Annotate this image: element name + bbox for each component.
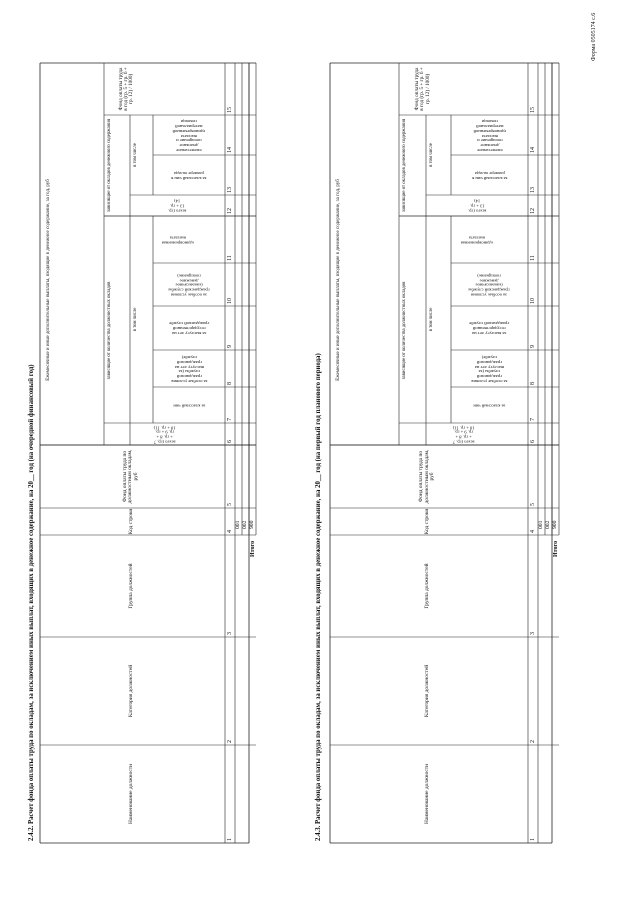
header-total-b-text: всего (гр. 13 + гр. 14) [467, 199, 487, 214]
header-group: Группа должностей [424, 563, 430, 609]
header-dep-rank: зависящие от окладов денежного содержания [107, 118, 112, 213]
header-fund-total: Фонд оплаты труда в год (гр. 5 + гр. 6 + гр. 12) / 1000) [414, 67, 431, 111]
header-col7 [153, 387, 225, 423]
header-fund: Фонд оплаты труда по должностным окладам, руб [418, 449, 436, 504]
header-col14 [451, 115, 528, 155]
header-total-a [399, 423, 528, 445]
header-incl2: в том числе [429, 143, 434, 167]
col-number: 4 [530, 530, 536, 533]
header-col9 [451, 306, 528, 350]
header-col14-text: ежемесячное денежное поощрение и выплата единовременной материальной помощи [172, 118, 206, 153]
row-code: 001 [538, 520, 544, 529]
col-number: 14 [530, 147, 536, 153]
col-number: 14 [227, 147, 233, 153]
col-number: 8 [530, 382, 536, 385]
header-col10 [153, 263, 225, 306]
header-col7-text: за классный чин [172, 403, 206, 409]
col-number: 15 [227, 107, 233, 113]
header-total-b [130, 195, 225, 216]
header-incl: в том числе [429, 307, 434, 332]
header-line-code: Код строки [127, 508, 134, 535]
header-total-a-text: всего (гр. 7 + гр. 8 + гр. 9 + гр. 10 + гр. 11) [153, 425, 176, 445]
header-incl2: в том числе [133, 143, 138, 167]
header-dep-rank: зависящие от окладов денежного содержания [402, 118, 407, 213]
col-number: 5 [227, 503, 233, 506]
header-col11-text: единовременная выплата [161, 235, 194, 246]
header-col8 [451, 350, 528, 387]
header-dep-salary: зависящие от количества должностных окладов [402, 281, 407, 380]
header-name: Наименование должности [127, 763, 134, 825]
section-title: 2.4.3. Расчет фонда оплаты труда по окладам, за исключением иных выплат, входящих в денежное содержание, на 20__ год (на первый год планового периода) [315, 353, 322, 841]
total-label: Итого [250, 540, 256, 557]
header-col8-text: за особые условия гражданской службы (за выслугу лет на гражданской службе) [471, 354, 508, 384]
header-col8-text: за особые условия гражданской службы (за выслугу лет на гражданской службе) [170, 354, 208, 384]
header-col10-text: за особые условия гражданской службы (ежемесячное денежное поощрение) [468, 273, 511, 298]
header-col7 [451, 387, 528, 423]
col-number: 13 [530, 187, 536, 193]
col-number: 7 [530, 418, 536, 421]
header-other-payments: Ежемесячные и иные дополнительные выплаты, входящие в денежное содержание, за год, руб [46, 179, 51, 381]
header-col13-text: за классный чин в размере оклада [471, 171, 508, 181]
header-total-a-text: всего (гр. 7 + гр. 8 + гр. 9 + гр. 10 + гр. 11) [452, 425, 475, 445]
header-incl: в том числе [133, 307, 138, 332]
header-col9-text: за выслугу лет на государственной гражданской службе [168, 321, 210, 337]
col-number: 7 [227, 418, 233, 421]
col-number: 12 [530, 208, 536, 214]
header-col9-text: за выслугу лет на государственной гражданской службе [469, 321, 510, 337]
header-col11 [426, 216, 528, 263]
col-number: 1 [530, 838, 536, 841]
col-number: 11 [530, 255, 536, 261]
col-number: 3 [227, 632, 233, 635]
header-group: Группа должностей [127, 563, 134, 609]
col-number: 1 [227, 838, 233, 841]
section-title: 2.4.2. Расчет фонда оплаты труда по окладам, за исключением иных выплат, входящих в денежное содержание, на 20__ год (на очередной финансовый год) [28, 364, 35, 841]
header-other-payments: Ежемесячные и иные дополнительные выплаты, входящие в денежное содержание, за год, руб [336, 179, 341, 381]
header-name: Наименование должности [424, 763, 430, 825]
row-code: 002 [242, 520, 248, 529]
header-total-b-text: всего (гр. 13 + гр. 14) [168, 199, 187, 214]
col-number: 12 [227, 208, 233, 214]
col-number: 10 [530, 298, 536, 304]
col-number: 11 [227, 255, 233, 261]
header-col13-text: за классный чин в размере оклада [171, 171, 207, 181]
header-col8 [153, 350, 225, 387]
col-number: 13 [227, 187, 233, 193]
header-fund-total: Фонд оплаты труда в год (гр. 5 + гр. 6 + гр. 12) / 1000) [117, 67, 135, 111]
header-col13 [153, 155, 225, 195]
header-col9 [153, 306, 225, 350]
col-number: 15 [530, 107, 536, 113]
header-fund: Фонд оплаты труда по должностным окладам, руб [121, 449, 139, 504]
header-category: Категория должностей [424, 664, 430, 718]
row-code: 002 [545, 520, 551, 529]
col-number: 10 [227, 298, 233, 304]
header-col11-text: единовременная выплата [460, 235, 494, 246]
col-number: 8 [227, 382, 233, 385]
header-dep-salary: зависящие от количества должностных окладов [107, 281, 112, 380]
col-number: 6 [227, 440, 233, 443]
header-col11 [130, 216, 225, 263]
header-col7-text: за классный чин [473, 403, 506, 409]
header-col13 [451, 155, 528, 195]
col-number: 3 [530, 632, 536, 635]
col-number: 9 [530, 345, 536, 348]
form-code: Форма 0505174 с.6 [591, 12, 597, 61]
header-total-a [104, 423, 225, 445]
header-total-b [426, 195, 528, 216]
header-col14-text: ежемесячное денежное поощрение и выплата единовременной материальной помощи [473, 118, 506, 153]
header-line-code: Код строки [424, 508, 430, 535]
col-number: 4 [227, 530, 233, 533]
total-code: 900 [249, 520, 255, 529]
header-category: Категория должностей [127, 664, 134, 718]
header-col10-text: за особые условия гражданской службы (ежемесячное денежное поощрение) [168, 273, 210, 298]
col-number: 2 [530, 740, 536, 743]
col-number: 2 [227, 740, 233, 743]
col-number: 6 [530, 440, 536, 443]
total-code: 900 [552, 520, 558, 529]
header-col10 [451, 263, 528, 306]
total-label: Итого [553, 540, 559, 557]
header-col14 [153, 115, 225, 155]
col-number: 5 [530, 503, 536, 506]
col-number: 9 [227, 345, 233, 348]
row-code: 001 [235, 520, 241, 529]
